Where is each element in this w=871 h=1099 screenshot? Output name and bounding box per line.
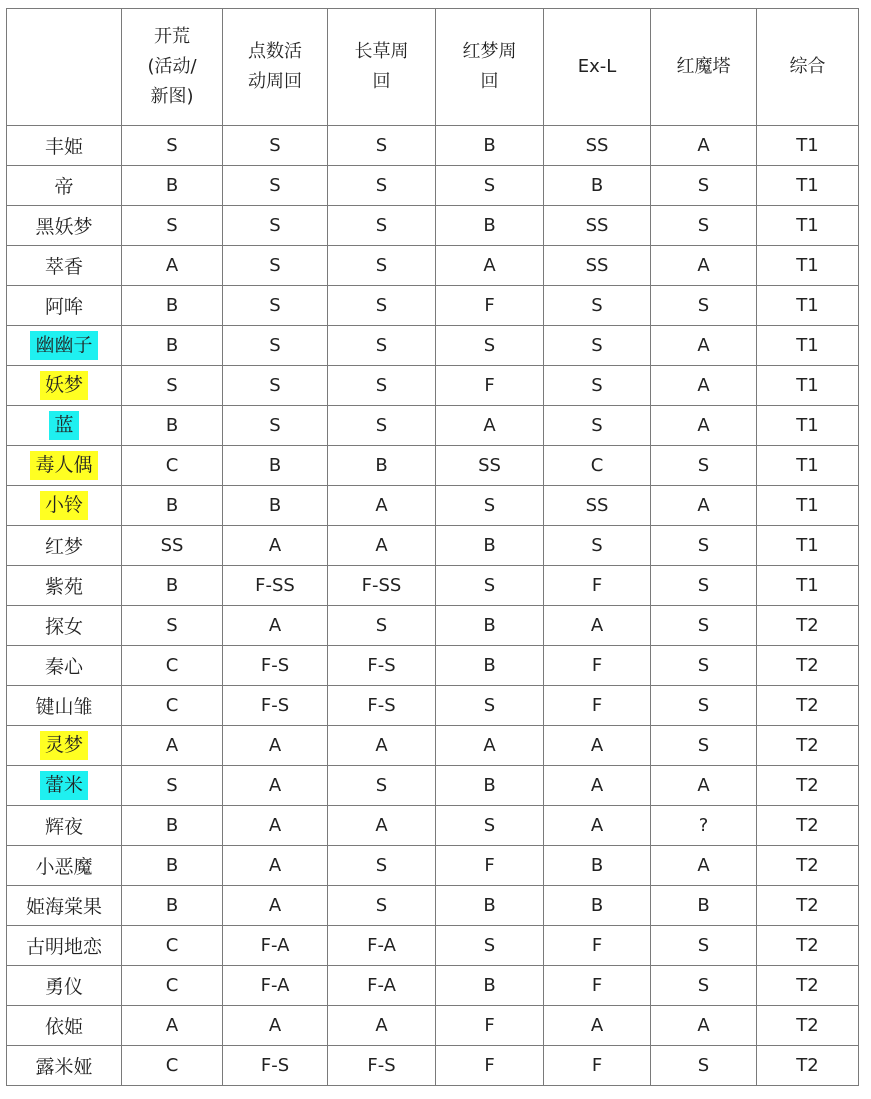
character-name: 帝 — [54, 176, 74, 198]
table-row — [7, 766, 859, 806]
rating-cell: F-SS — [328, 566, 436, 606]
rating-cell: B — [436, 126, 544, 166]
character-name-cell — [7, 406, 122, 446]
character-name-cell — [7, 646, 122, 686]
rating-cell: C — [122, 646, 223, 686]
rating-cell: S — [122, 606, 223, 646]
rating-cell: A — [436, 726, 544, 766]
overall-tier-cell: T1 — [757, 246, 859, 286]
overall-tier-cell: T2 — [757, 806, 859, 846]
rating-cell: S — [651, 646, 757, 686]
rating-cell: S — [436, 166, 544, 206]
rating-cell: S — [651, 1046, 757, 1086]
character-name-cell — [7, 1046, 122, 1086]
character-name: 依姫 — [44, 1016, 83, 1038]
table-row — [7, 686, 859, 726]
character-name-cell — [7, 526, 122, 566]
rating-cell: S — [651, 686, 757, 726]
table-body — [7, 126, 859, 1086]
overall-tier-cell: T1 — [757, 406, 859, 446]
rating-cell: F-A — [223, 926, 328, 966]
highlighted-character-name: 幽幽子 — [30, 331, 97, 360]
character-name: 丰姫 — [44, 136, 83, 158]
table-row — [7, 366, 859, 406]
rating-cell: A — [651, 1006, 757, 1046]
overall-tier-cell: T2 — [757, 846, 859, 886]
rating-cell: A — [328, 526, 436, 566]
rating-cell: SS — [544, 246, 651, 286]
rating-cell: A — [436, 246, 544, 286]
rating-cell: A — [223, 606, 328, 646]
rating-cell: A — [651, 766, 757, 806]
character-name-cell — [7, 686, 122, 726]
rating-cell: S — [122, 206, 223, 246]
highlighted-character-name: 蕾米 — [40, 771, 88, 800]
header-label-line: 动周回 — [248, 71, 302, 92]
character-name-cell — [7, 126, 122, 166]
highlighted-character-name: 毒人偶 — [30, 451, 97, 480]
rating-cell: A — [651, 366, 757, 406]
rating-cell: A — [544, 726, 651, 766]
rating-cell: B — [122, 406, 223, 446]
header-row — [7, 9, 859, 126]
table-row — [7, 326, 859, 366]
header-label-line: 开荒 — [154, 26, 190, 47]
character-name: 小恶魔 — [35, 856, 93, 878]
character-name: 紫苑 — [44, 576, 83, 598]
overall-tier-cell: T2 — [757, 646, 859, 686]
rating-cell: A — [544, 766, 651, 806]
header-label-line: 点数活 — [248, 41, 302, 62]
rating-cell: A — [223, 726, 328, 766]
table-row — [7, 1046, 859, 1086]
rating-cell: F — [436, 366, 544, 406]
rating-cell: S — [651, 926, 757, 966]
rating-cell: ? — [651, 806, 757, 846]
highlighted-character-name: 妖梦 — [40, 371, 88, 400]
rating-cell: S — [223, 166, 328, 206]
column-header — [651, 9, 757, 126]
rating-cell: A — [223, 886, 328, 926]
rating-cell: B — [122, 166, 223, 206]
rating-cell: B — [122, 566, 223, 606]
tier-table — [6, 8, 859, 1086]
rating-cell: B — [436, 886, 544, 926]
column-header — [223, 9, 328, 126]
overall-tier-cell: T1 — [757, 526, 859, 566]
header-label-line: 长草周 — [354, 41, 409, 62]
rating-cell: S — [651, 286, 757, 326]
header-label-line: 综合 — [789, 56, 826, 77]
rating-cell: F — [436, 1046, 544, 1086]
table-row — [7, 886, 859, 926]
character-name-cell — [7, 486, 122, 526]
overall-tier-cell: T2 — [757, 886, 859, 926]
rating-cell: S — [544, 406, 651, 446]
column-header — [122, 9, 223, 126]
table-row — [7, 406, 859, 446]
rating-cell: F — [544, 966, 651, 1006]
rating-cell: B — [651, 886, 757, 926]
rating-cell: SS — [436, 446, 544, 486]
rating-cell: S — [122, 766, 223, 806]
table-row — [7, 166, 859, 206]
rating-cell: A — [223, 846, 328, 886]
character-name-cell — [7, 246, 122, 286]
overall-tier-cell: T1 — [757, 166, 859, 206]
rating-cell: A — [436, 406, 544, 446]
rating-cell: A — [328, 1006, 436, 1046]
rating-cell: F-S — [328, 686, 436, 726]
rating-cell: SS — [122, 526, 223, 566]
table-row — [7, 606, 859, 646]
rating-cell: B — [436, 206, 544, 246]
rating-cell: B — [436, 526, 544, 566]
character-name-cell — [7, 766, 122, 806]
table-row — [7, 846, 859, 886]
overall-tier-cell: T2 — [757, 766, 859, 806]
header-label-line: 红魔塔 — [676, 56, 731, 77]
rating-cell: S — [651, 526, 757, 566]
rating-cell: S — [436, 566, 544, 606]
rating-cell: S — [328, 246, 436, 286]
rating-cell: S — [328, 166, 436, 206]
rating-cell: A — [223, 526, 328, 566]
rating-cell: A — [544, 606, 651, 646]
rating-cell: B — [122, 846, 223, 886]
rating-cell: S — [328, 126, 436, 166]
character-name-cell — [7, 966, 122, 1006]
rating-cell: S — [651, 726, 757, 766]
rating-cell: S — [328, 366, 436, 406]
rating-cell: F-A — [223, 966, 328, 1006]
table-row — [7, 286, 859, 326]
rating-cell: B — [544, 886, 651, 926]
character-name: 键山雏 — [35, 696, 93, 718]
rating-cell: B — [436, 766, 544, 806]
header-label-line: Ex-L — [577, 56, 617, 77]
rating-cell: C — [122, 926, 223, 966]
header-label-line: 回 — [480, 71, 499, 92]
rating-cell: S — [544, 366, 651, 406]
highlighted-character-name: 灵梦 — [40, 731, 88, 760]
rating-cell: B — [436, 966, 544, 1006]
character-name: 秦心 — [44, 656, 83, 678]
character-name-cell — [7, 166, 122, 206]
highlighted-character-name: 小铃 — [40, 491, 88, 520]
column-header — [436, 9, 544, 126]
table-row — [7, 806, 859, 846]
rating-cell: F — [544, 926, 651, 966]
rating-cell: F-S — [223, 686, 328, 726]
rating-cell: S — [436, 326, 544, 366]
character-name: 探女 — [44, 616, 83, 638]
rating-cell: C — [122, 446, 223, 486]
overall-tier-cell: T1 — [757, 366, 859, 406]
rating-cell: S — [651, 606, 757, 646]
rating-cell: A — [651, 246, 757, 286]
rating-cell: F-A — [328, 966, 436, 1006]
overall-tier-cell: T2 — [757, 606, 859, 646]
rating-cell: A — [651, 406, 757, 446]
rating-cell: S — [436, 806, 544, 846]
rating-cell: F — [436, 1006, 544, 1046]
rating-cell: S — [223, 286, 328, 326]
column-header — [328, 9, 436, 126]
rating-cell: F-S — [223, 646, 328, 686]
rating-cell: F — [544, 566, 651, 606]
table-row — [7, 206, 859, 246]
character-name-cell — [7, 326, 122, 366]
rating-cell: S — [651, 206, 757, 246]
overall-tier-cell: T2 — [757, 686, 859, 726]
character-name: 黑妖梦 — [35, 216, 93, 238]
rating-cell: F-SS — [223, 566, 328, 606]
rating-cell: F-A — [328, 926, 436, 966]
rating-cell: A — [223, 766, 328, 806]
rating-cell: A — [328, 806, 436, 846]
rating-cell: S — [544, 326, 651, 366]
rating-cell: F — [544, 686, 651, 726]
header-label-line: 回 — [372, 71, 391, 92]
rating-cell: S — [122, 126, 223, 166]
rating-cell: S — [651, 566, 757, 606]
rating-cell: A — [651, 326, 757, 366]
rating-cell: B — [223, 486, 328, 526]
rating-cell: A — [223, 806, 328, 846]
table-row — [7, 246, 859, 286]
rating-cell: B — [122, 886, 223, 926]
rating-cell: S — [651, 446, 757, 486]
rating-cell: S — [544, 526, 651, 566]
rating-cell: C — [544, 446, 651, 486]
rating-cell: A — [651, 486, 757, 526]
header-label-line: 新图) — [150, 86, 194, 107]
rating-cell: A — [122, 246, 223, 286]
character-name: 露米娅 — [35, 1056, 93, 1078]
rating-cell: B — [328, 446, 436, 486]
rating-cell: S — [651, 966, 757, 1006]
rating-cell: B — [436, 646, 544, 686]
table-row — [7, 926, 859, 966]
overall-tier-cell: T1 — [757, 126, 859, 166]
rating-cell: S — [436, 926, 544, 966]
character-name-cell — [7, 806, 122, 846]
overall-tier-cell: T2 — [757, 1006, 859, 1046]
overall-tier-cell: T2 — [757, 1046, 859, 1086]
rating-cell: B — [122, 806, 223, 846]
rating-cell: S — [328, 206, 436, 246]
rating-cell: SS — [544, 206, 651, 246]
rating-cell: S — [223, 126, 328, 166]
overall-tier-cell: T1 — [757, 326, 859, 366]
rating-cell: A — [544, 1006, 651, 1046]
rating-cell: B — [122, 286, 223, 326]
character-name: 古明地恋 — [25, 936, 102, 958]
rating-cell: S — [544, 286, 651, 326]
tier-table-container — [6, 8, 859, 1086]
character-name-cell — [7, 286, 122, 326]
rating-cell: F-S — [328, 646, 436, 686]
rating-cell: S — [328, 286, 436, 326]
character-name: 辉夜 — [44, 816, 83, 838]
column-header — [757, 9, 859, 126]
rating-cell: A — [544, 806, 651, 846]
character-name: 红梦 — [44, 536, 83, 558]
header-label-line: 红梦周 — [462, 41, 517, 62]
table-row — [7, 526, 859, 566]
rating-cell: F — [544, 646, 651, 686]
highlighted-character-name: 蓝 — [49, 411, 78, 440]
rating-cell: S — [328, 766, 436, 806]
table-row — [7, 486, 859, 526]
rating-cell: S — [328, 606, 436, 646]
rating-cell: F — [436, 846, 544, 886]
rating-cell: S — [436, 486, 544, 526]
overall-tier-cell: T1 — [757, 206, 859, 246]
table-row — [7, 126, 859, 166]
character-name: 姫海棠果 — [25, 896, 102, 918]
overall-tier-cell: T1 — [757, 566, 859, 606]
rating-cell: F-S — [223, 1046, 328, 1086]
rating-cell: S — [223, 366, 328, 406]
rating-cell: S — [223, 326, 328, 366]
character-name-cell — [7, 886, 122, 926]
rating-cell: SS — [544, 486, 651, 526]
overall-tier-cell: T2 — [757, 926, 859, 966]
rating-cell: A — [651, 126, 757, 166]
character-name-cell — [7, 1006, 122, 1046]
overall-tier-cell: T1 — [757, 286, 859, 326]
rating-cell: S — [223, 406, 328, 446]
rating-cell: A — [651, 846, 757, 886]
header-corner-cell — [7, 9, 122, 126]
character-name-cell — [7, 726, 122, 766]
rating-cell: F-S — [328, 1046, 436, 1086]
character-name-cell — [7, 566, 122, 606]
overall-tier-cell: T2 — [757, 966, 859, 1006]
table-row — [7, 646, 859, 686]
overall-tier-cell: T2 — [757, 726, 859, 766]
character-name-cell — [7, 926, 122, 966]
rating-cell: B — [122, 486, 223, 526]
rating-cell: B — [122, 326, 223, 366]
character-name: 阿哞 — [44, 296, 83, 318]
rating-cell: B — [436, 606, 544, 646]
table-row — [7, 966, 859, 1006]
character-name-cell — [7, 366, 122, 406]
rating-cell: B — [223, 446, 328, 486]
rating-cell: SS — [544, 126, 651, 166]
rating-cell: S — [328, 846, 436, 886]
character-name: 萃香 — [44, 256, 83, 278]
table-row — [7, 1006, 859, 1046]
rating-cell: S — [436, 686, 544, 726]
character-name-cell — [7, 606, 122, 646]
rating-cell: A — [223, 1006, 328, 1046]
rating-cell: F — [436, 286, 544, 326]
rating-cell: S — [328, 406, 436, 446]
character-name-cell — [7, 446, 122, 486]
rating-cell: C — [122, 966, 223, 1006]
overall-tier-cell: T1 — [757, 486, 859, 526]
overall-tier-cell: T1 — [757, 446, 859, 486]
character-name: 勇仪 — [44, 976, 83, 998]
rating-cell: F — [544, 1046, 651, 1086]
rating-cell: S — [328, 886, 436, 926]
rating-cell: A — [122, 726, 223, 766]
column-header — [544, 9, 651, 126]
rating-cell: S — [223, 206, 328, 246]
rating-cell: A — [328, 486, 436, 526]
rating-cell: C — [122, 1046, 223, 1086]
rating-cell: S — [122, 366, 223, 406]
character-name-cell — [7, 206, 122, 246]
rating-cell: S — [328, 326, 436, 366]
table-row — [7, 446, 859, 486]
rating-cell: B — [544, 166, 651, 206]
header-label-line: (活动/ — [147, 56, 197, 77]
table-row — [7, 726, 859, 766]
rating-cell: C — [122, 686, 223, 726]
rating-cell: A — [328, 726, 436, 766]
rating-cell: B — [544, 846, 651, 886]
character-name-cell — [7, 846, 122, 886]
table-row — [7, 566, 859, 606]
rating-cell: S — [651, 166, 757, 206]
rating-cell: S — [223, 246, 328, 286]
rating-cell: A — [122, 1006, 223, 1046]
